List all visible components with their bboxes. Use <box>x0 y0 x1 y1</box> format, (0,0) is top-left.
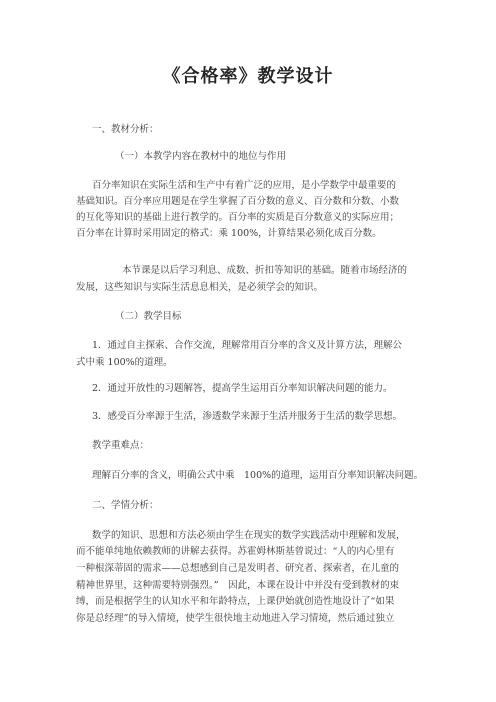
goal-item-3: 3．感受百分率源于生活，渗透数学来源于生活并服务于生活的数学思想。 <box>92 411 403 422</box>
paragraph-line: 一种根深蒂固的需求——总想感到自己是发明者、研究者、探索者，在儿童的 <box>76 563 400 574</box>
goal-item-1-cont: 式中乘 100%的道理。 <box>76 357 173 368</box>
paragraph-line: 发展，这些知识与实际生活息息相关，是必须学会的知识。 <box>76 282 324 293</box>
paragraph-line: 而不能单纯地依赖教师的讲解去获得。苏霍姆林斯基曾说过：“人的内心里有 <box>76 546 395 557</box>
goal-item-1: 1．通过自主探索、合作交流，理解常用百分率的含义及计算方法，理解公 <box>92 340 403 351</box>
subsection-heading-2: （二）教学目标 <box>115 311 182 322</box>
paragraph-line: 百分率在计算时采用固定的格式：乘 100%，计算结果必须化成百分数。 <box>76 228 382 239</box>
paragraph-line: 精神世界里，这种需要特别强烈。” 因此，本课在设计中并没有受到教材的束 <box>76 580 400 591</box>
paragraph-line: 百分率知识在实际生活和生产中有着广泛的应用，是小学数学中最重要的 <box>92 180 397 191</box>
goal-item-2: 2．通过开放性的习题解答，提高学生运用百分率知识解决问题的能力。 <box>92 383 393 394</box>
key-points-text: 理解百分率的含义，明确公式中乘 100%的道理，运用百分率知识解决问题。 <box>92 470 424 481</box>
subsection-heading-1: （一）本教学内容在教材中的地位与作用 <box>115 151 287 162</box>
document-title: 《合格率》教学设计 <box>162 66 334 87</box>
paragraph-line: 本节课是以后学习利息、成数、折扣等知识的基础。随着市场经济的 <box>122 265 408 276</box>
section-heading-1: 一、教材分析： <box>92 124 159 135</box>
paragraph-line: 的互化等知识的基础上进行教学的。百分率的实质是百分数意义的实际应用； <box>76 212 400 223</box>
paragraph-line: 缚，而是根据学生的认知水平和年龄特点，上课伊始就创造性地设计了“如果 <box>76 596 395 607</box>
key-points-heading: 教学重难点： <box>92 440 150 451</box>
paragraph-line: 你是总经理”的导入情境，使学生很快地主动地进入学习情境，然后通过独立 <box>76 613 395 624</box>
paragraph-line: 基础知识。百分率应用题是在学生掌握了百分数的意义、百分数和分数、小数 <box>76 196 400 207</box>
section-heading-2: 二、学情分析： <box>92 500 159 511</box>
paragraph-line: 数学的知识、思想和方法必须由学生在现实的数学实践活动中理解和发展， <box>92 530 406 541</box>
